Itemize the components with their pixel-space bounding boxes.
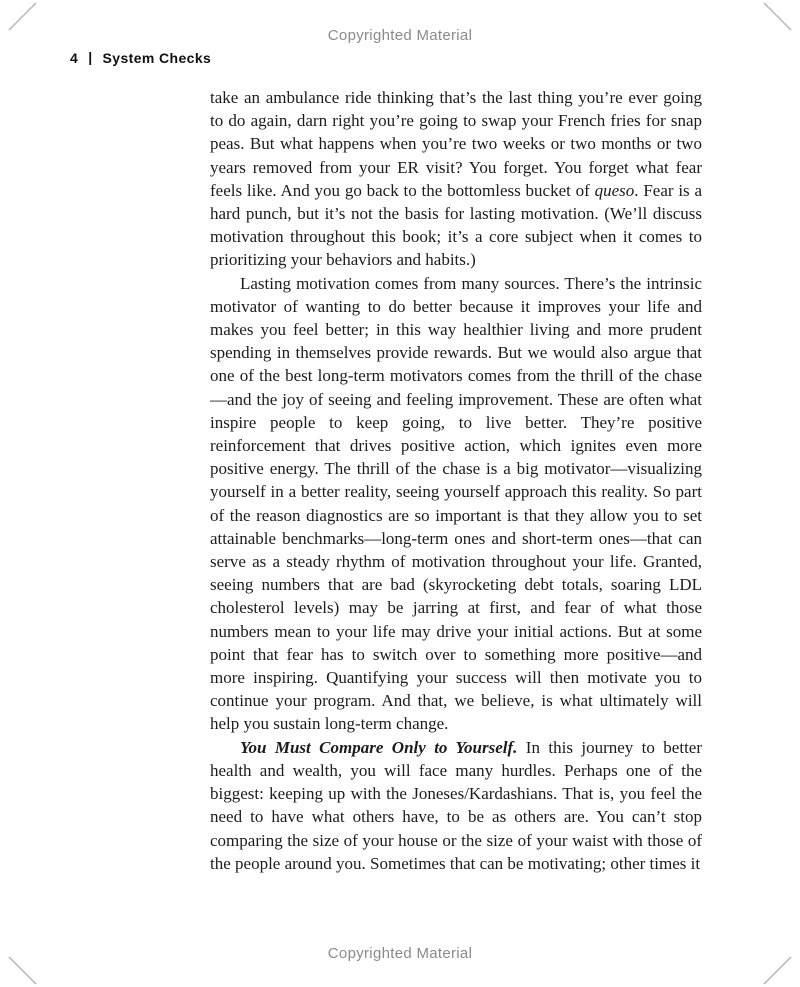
text-run: In this journey to better health and wealth, you will face many hurdles. Perhaps one of the biggest: keeping up with the Joneses/Kardashians. That is, you feel the need to have what others have, to be as others are. You can’t stop comparing the size of your house or the size of your waist with those of the people around you. Sometimes that can be motivating; other times it [210, 737, 703, 873]
header-separator: | [88, 49, 93, 65]
paragraph [210, 272, 702, 736]
text-run: queso [594, 180, 635, 200]
text-run: . Fear is a hard punch, but it’s not the basis for lasting motivation. (We’ll discuss motivation throughout this book; it’s a core subject when it comes to prioritizing your behaviors and habits.) [210, 180, 702, 270]
corner-mark-top-left [9, 3, 36, 30]
paragraph [210, 86, 702, 272]
corner-mark-top-right [764, 3, 791, 30]
text-run: take an ambulance ride thinking that’s the last thing you’re ever going to do again, darn right you’re going to swap your French fries for snap peas. But what happens when you’re two weeks or two months or two years removed from your ER visit? You forget. You forget what fear feels like. And you go back to the bottomless bucket of [210, 88, 702, 200]
page-number: 4 [70, 50, 79, 66]
page-text [210, 86, 702, 875]
paragraph [210, 736, 702, 875]
running-head [70, 50, 211, 66]
text-run: You Must Compare Only to Yourself. [240, 737, 518, 757]
text-run: Lasting motivation comes from many sources. There’s the intrinsic motivator of wanting to do better because it improves your life and makes you feel better; in this way healthier living and more prudent spending in themselves provide rewards. But we would also argue that one of the best long-term motivators comes from the thrill of the chase—and the joy of seeing and feeling improvement. These are often what inspire people to keep going, to live better. They’re positive reinforcement that drives positive action, which ignites even more positive energy. The thrill of the chase is a big motivator—visualizing yourself in a better reality, seeing yourself approach this reality. So part of the reason diagnostics are so important is that they allow you to set attainable benchmarks—long-term ones and short-term ones—that can serve as a steady rhythm of motivation throughout your life. Granted, seeing numbers that are bad (skyrocketing debt totals, soaring LDL cholesterol levels) may be jarring at first, and fear of what those numbers mean to your life may drive your initial actions. But at some point that fear has to switch over to something more positive—and more inspiring. Quantifying your success will then motivate you to continue your program. And that, we believe, is what ultimately will help you sustain long-term change. [210, 273, 702, 734]
copyright-watermark-bottom: Copyrighted Material [327, 945, 473, 962]
chapter-title: System Checks [102, 50, 212, 66]
copyright-watermark-top: Copyrighted Material [327, 27, 473, 44]
